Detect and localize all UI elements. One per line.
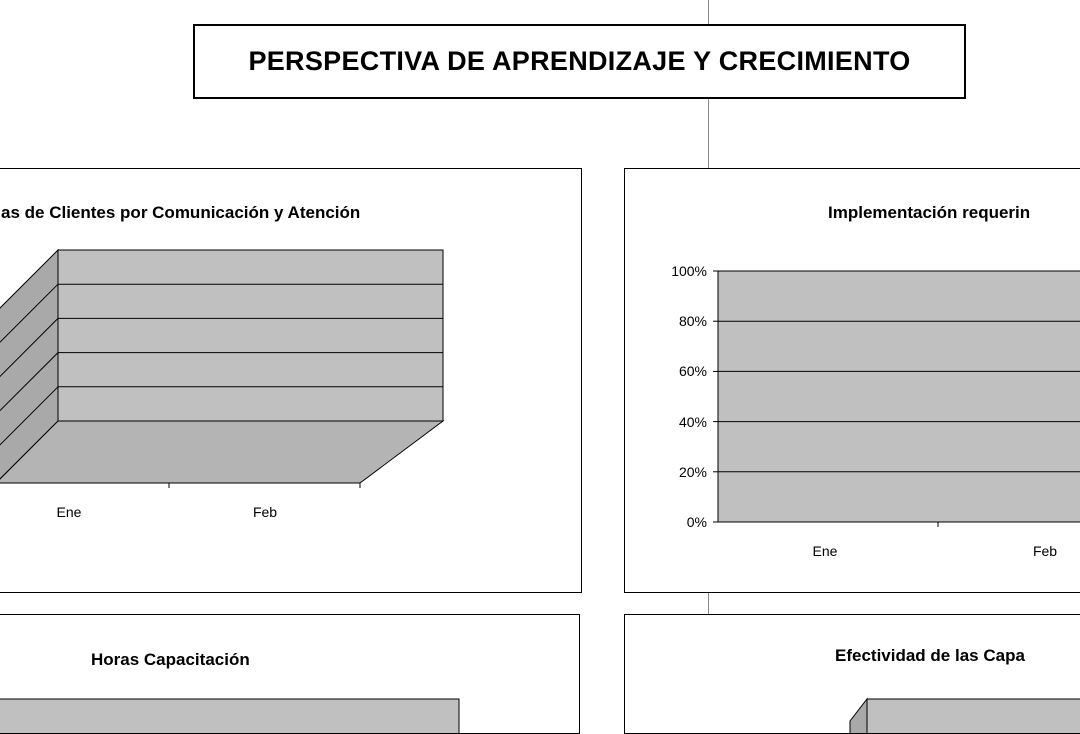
y-tick-label: 40% (678, 414, 707, 430)
y-tick-label: 60% (678, 363, 707, 379)
x-tick-label: Ene (812, 543, 838, 559)
chart-svg-clientes (0, 169, 582, 593)
chart-side-wall (850, 699, 867, 734)
x-tick-label: Feb (252, 504, 278, 520)
chart-back-wall (58, 250, 443, 421)
chart-svg-efectividad (625, 615, 1080, 734)
chart-title-implementacion: Implementación requerin (828, 203, 1031, 222)
y-tick-label: 0% (686, 514, 707, 530)
chart-panel-clientes (0, 168, 582, 593)
x-tick-label: Feb (1032, 543, 1058, 559)
chart-plot-area (718, 271, 1080, 522)
chart-title-clientes: as de Clientes por Comunicación y Atención (1, 203, 361, 222)
y-tick-label: 20% (678, 464, 707, 480)
chart-panel-efectividad (624, 614, 1080, 734)
chart-svg-horas (0, 615, 580, 734)
y-tick-label: 100% (671, 263, 707, 279)
chart-title-efectividad: Efectividad de las Capa (835, 646, 1025, 665)
page-title: PERSPECTIVA DE APRENDIZAJE Y CRECIMIENTO (248, 46, 911, 76)
chart-back-wall (0, 699, 459, 734)
vertical-divider-top (708, 0, 709, 24)
vertical-divider-middle (708, 99, 709, 169)
y-tick-label: 80% (678, 313, 707, 329)
chart-svg-implementacion (625, 169, 1080, 593)
chart-title-horas: Horas Capacitación (91, 650, 250, 669)
chart-floor (0, 421, 443, 483)
chart-back-wall (867, 699, 1080, 734)
x-tick-label: Ene (56, 504, 82, 520)
page-title-box (193, 24, 966, 99)
chart-panel-implementacion (624, 168, 1080, 593)
vertical-divider-bottom (708, 591, 709, 615)
chart-panel-horas (0, 614, 580, 734)
